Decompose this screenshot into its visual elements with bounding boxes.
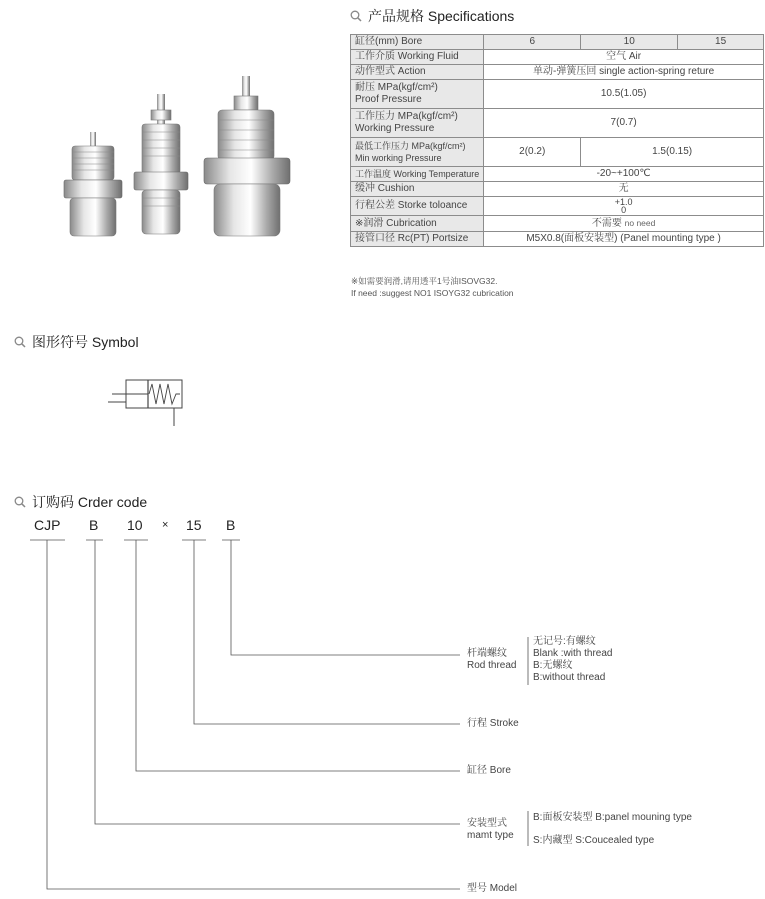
bore-15: 15 [678,35,764,50]
row-label-line2: Working Pressure [355,123,435,134]
lubrication-value-cn: 不需要 [591,218,622,229]
bore-10: 10 [581,35,678,50]
row-value-rest: 1.5(0.15) [581,138,764,167]
code-separator: × [162,519,169,531]
lubrication-value-en: no need [624,218,656,228]
row-label-line2: Proof Pressure [355,94,422,105]
row-value: 空气 Air [484,50,764,65]
bore-6: 6 [484,35,581,50]
code-series: CJP [34,517,61,533]
row-value: 无 [484,182,764,197]
rod-thread-option: B:without thread [533,672,606,683]
row-value: 单动-弹簧压回 single action-spring reture [484,65,764,80]
row-value: M5X0.8(面板安装型) (Panel mounting type ) [484,232,764,247]
code-mount: B [89,517,99,533]
row-value: -20~+100℃ [484,167,764,182]
specifications-heading-text: 产品规格 Specifications [368,8,515,24]
row-value: 10.5(1.05) [484,80,764,109]
row-label-line1: 工作压力 MPa(kgf/cm²) [355,111,458,122]
row-label-line2: Min working Pressure [355,153,442,163]
row-value: 7(0.7) [484,109,764,138]
row-label-line1: 耐压 MPa(kgf/cm²) [355,82,438,93]
code-bore: 10 [127,517,143,533]
order-code-heading-text: 订购码 Crder code [32,494,148,510]
bore-header-label: 缸径(mm) Bore [351,35,484,50]
row-label: 动作型式 Action [351,65,484,80]
mount-type-option: B:面板安装型 B:panel mouning type [533,812,692,823]
row-label: ※润滑 Cubrication [351,216,484,232]
symbol-heading-text: 图形符号 Symbol [32,334,139,350]
row-value-bore6: 2(0.2) [484,138,581,167]
mount-type-label-en: mamt type [467,830,514,841]
rod-thread-option: Blank :with thread [533,648,613,659]
mount-type-label-cn: 安装型式 [467,818,507,829]
row-label: 工作介质 Working Fluid [351,50,484,65]
rod-thread-label-en: Rod thread [467,660,517,671]
code-rod-thread: B [226,517,236,533]
model-label: 型号 Model [467,883,518,894]
lubrication-note-cn: ※如需要润滑,请用透平1号油ISOVG32. [351,276,498,286]
tolerance-upper: +1.0 [614,197,633,207]
row-label: 工作温度 Working Temperature [351,167,484,182]
stroke-label: 行程 Stroke [467,718,519,729]
row-label: 接管口径 Rc(PT) Portsize [351,232,484,247]
row-label-line1: 最低工作压力 MPa(kgf/cm²) [355,141,466,151]
tolerance-lower: 0 [621,205,627,215]
row-label: 行程公差 Storke toloance [351,197,484,216]
rod-thread-option: B:无螺纹 [533,660,573,671]
rod-thread-label-cn: 杆端螺纹 [467,648,507,659]
code-stroke: 15 [186,517,202,533]
lubrication-note-en: If need :suggest NO1 ISOYG32 cubrication [351,288,514,298]
mount-type-option: S:内藏型 S:Coucealed type [533,835,655,846]
bore-label: 缸径 Bore [467,765,511,776]
row-label: 缓冲 Cushion [351,182,484,197]
rod-thread-option: 无记号:有螺纹 [533,636,596,647]
